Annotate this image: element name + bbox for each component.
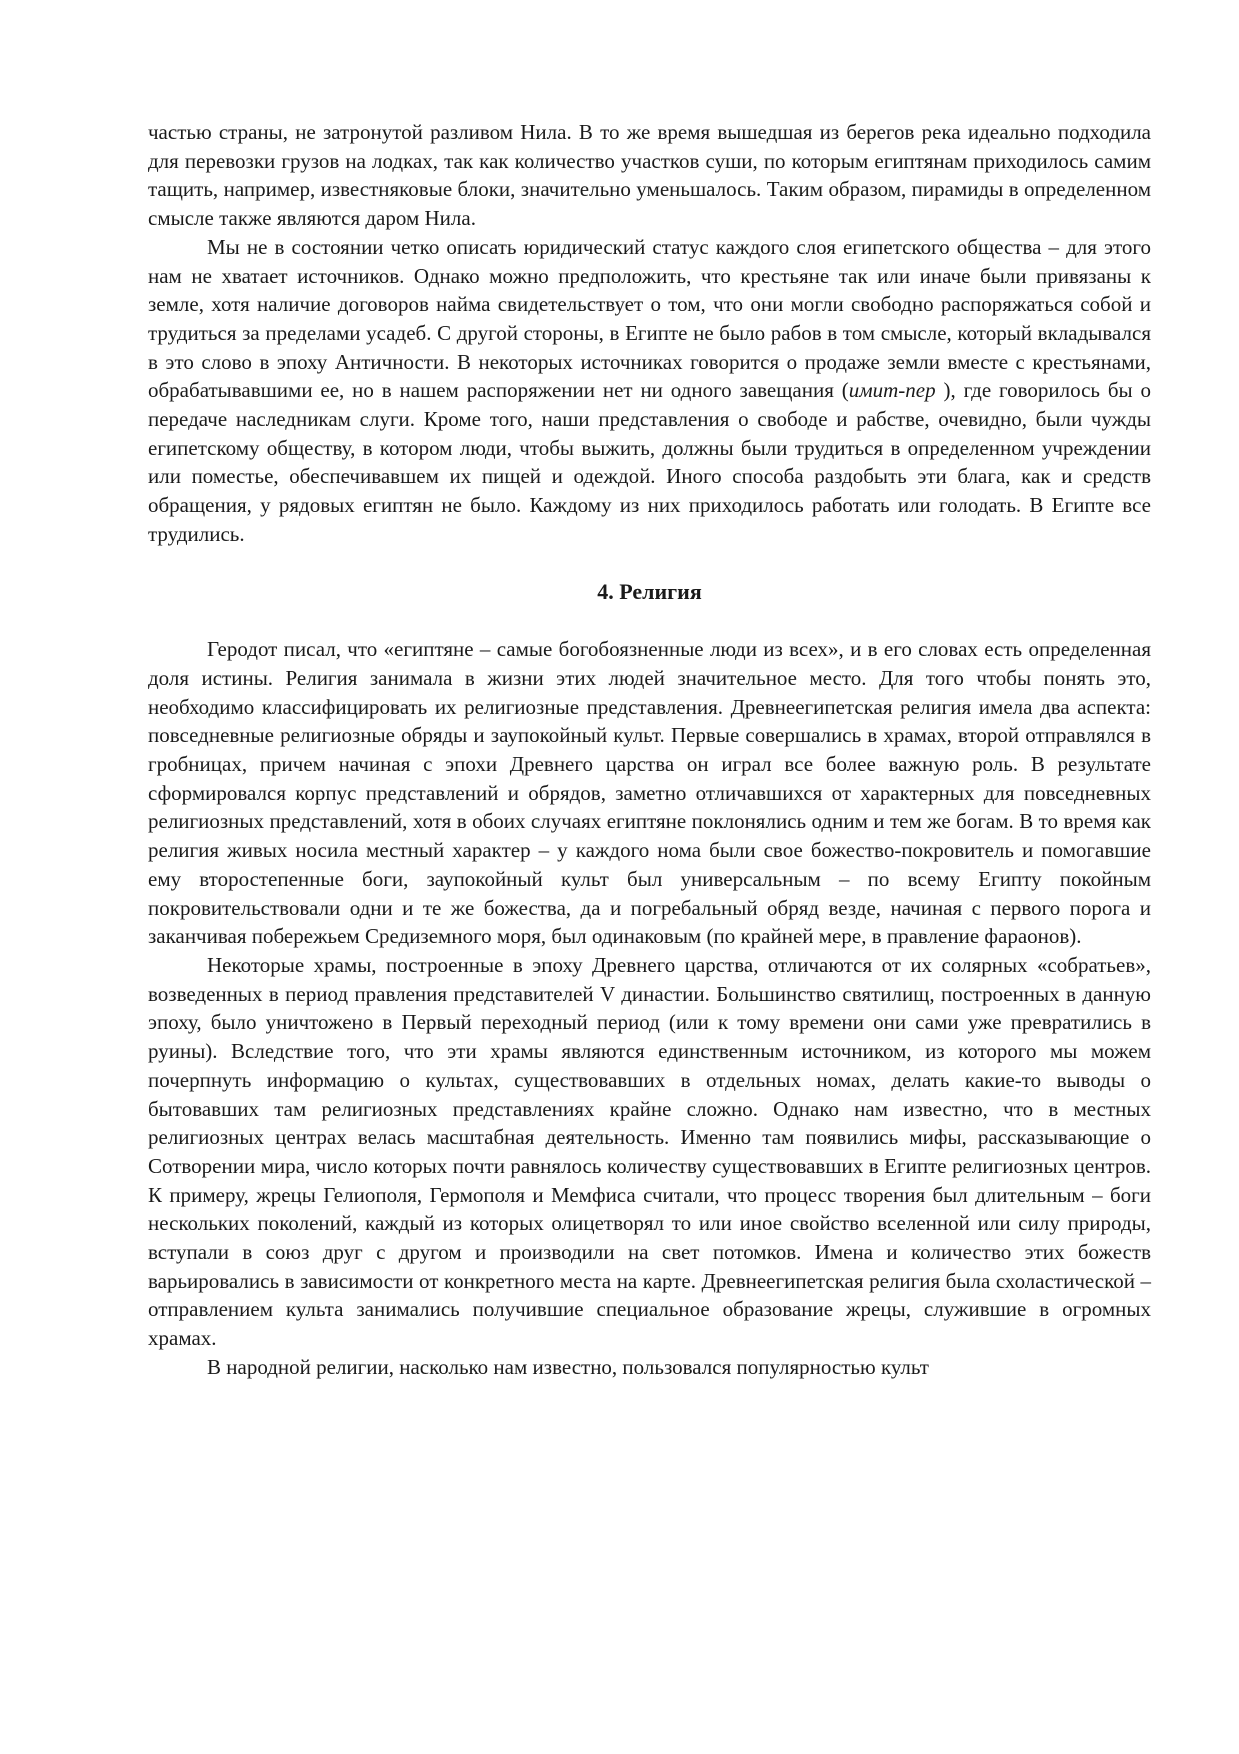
section-heading-religion: 4. Религия (597, 578, 702, 604)
term-imit-per: имит-пер (848, 378, 936, 403)
paragraph-herodotus: Геродот писал, что «египтяне – самые богобоязненные люди из всех», и в его словах есть определенная доля истины. Религия занимала в жизни этих людей значительное место. Для того чтобы понять это, необходимо классифицировать их религиозные представления. Древнеегипетская религия имела два аспекта: повседневные религиозные обряды и заупокойный культ. Первые совершались в храмах, второй отправлялся в гробницах, причем начиная с эпохи Древнего царства он играл все более важную роль. В результате сформировался корпус представлений и обрядов, заметно отличавшихся от характерных для повседневных религиозных представлений, хотя в обоих случаях египтяне поклонялись одним и тем же богам. В то время как религия живых носила местный характер – у каждого нома были свое божество-покровитель и помогавшие ему второстепенные боги, заупокойный культ был универсальным – по всему Египту покойным покровительствовали одни и те же божества, да и погребальный обряд везде, начиная с первого порога и заканчивая побережьем Средиземного моря, был одинаковым (по крайней мере, в правление фараонов). (148, 637, 1151, 949)
paragraph-nile-gift: частью страны, не затронутой разливом Нила. В то же время вышедшая из берегов река идеально подходила для перевозки грузов на лодках, так как количество участков суши, по которым египтянам приходилось самим тащить, например, известняковые блоки, значительно уменьшалось. Таким образом, пирамиды в определенном смысле также являются даром Нила. (148, 120, 1151, 231)
paragraph-temples: Некоторые храмы, построенные в эпоху Древнего царства, отличаются от их солярных «собратьев», возведенных в период правления представителей V династии. Большинство святилищ, построенных в данную эпоху, было уничтожено в Первый переходный период (или к тому времени они сами уже превратились в руины). Вследствие того, что эти храмы являются единственным источником, из которого мы можем почерпнуть информацию о культах, существовавших в отдельных номах, делать какие-то выводы о бытовавших там религиозных представлениях крайне сложно. Однако нам известно, что в местных религиозных центрах велась масштабная деятельность. Именно там появились мифы, рассказывающие о Сотворении мира, число которых почти равнялось количеству существовавших в Египте религиозных центров. К примеру, жрецы Гелиополя, Гермополя и Мемфиса считали, что процесс творения был длительным – боги нескольких поколений, каждый из которых олицетворял то или иное свойство вселенной или силу природы, вступали в союз друг с другом и производили на свет потомков. Имена и количество этих божеств варьировались в зависимости от конкретного места на карте. Древнеегипетская религия была схоластической – отправлением культа занимались получившие специальное образование жрецы, служившие в огромных храмах. (148, 952, 1151, 1351)
spacer (148, 606, 1151, 635)
spacer (148, 549, 1151, 578)
paragraph-legal-status-part2: ), где говорилось бы о передаче наследникам слуги. Кроме того, наши представления о свободе и рабстве, очевидно, были чужды египетскому обществу, в котором люди, чтобы выжить, должны были трудиться в определенном учреждении или поместье, обеспечивавшем их пищей и одеждой. Иного способа раздобыть эти блага, как и средств обращения, у рядовых египтян не было. Каждому из них приходилось работать или голодать. В Египте все трудились. (148, 378, 1151, 546)
paragraph-legal-status-part1: Мы не в состоянии четко описать юридический статус каждого слоя египетского общества – для этого нам не хватает источников. Однако можно предположить, что крестьяне так или иначе были привязаны к земле, хотя наличие договоров найма свидетельствует о том, что они могли свободно распоряжаться собой и трудиться за пределами усадеб. С другой стороны, в Египте не было рабов в том смысле, который вкладывался в это слово в эпоху Античности. В некоторых источниках говорится о продаже земли вместе с крестьянами, обрабатывавшими ее, но в нашем распоряжении нет ни одного завещания ( (148, 234, 1151, 403)
paragraph-folk-religion: В народной религии, насколько нам известно, пользовался популярностью культ (207, 1354, 929, 1379)
document-page (148, 118, 1151, 1382)
paragraph-legal-status (148, 233, 1151, 549)
